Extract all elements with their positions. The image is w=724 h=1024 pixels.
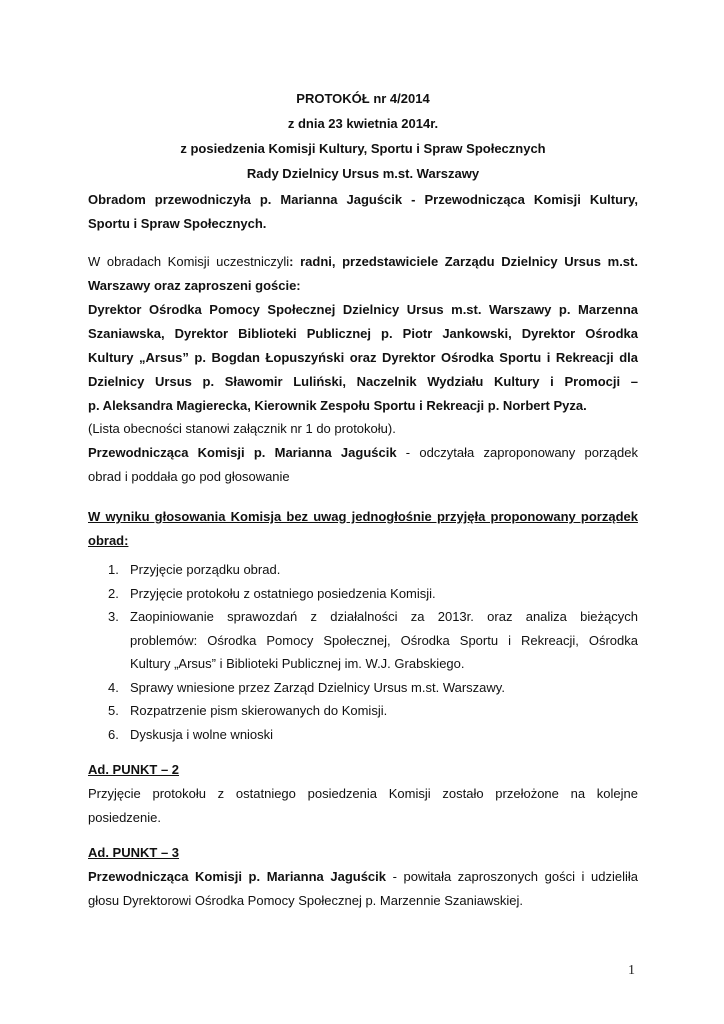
page-number: 1	[628, 963, 635, 978]
agenda-item-number: 3.	[108, 609, 119, 624]
agenda-item-text: Przyjęcie protokołu z ostatniego posiedzenia Komisji.	[130, 585, 436, 601]
chair-line-1: Obradom przewodniczyła p. Marianna Jaguścik - Przewodnicząca Komisji Kultury,	[88, 192, 638, 207]
punkt-3-heading: Ad. PUNKT – 3	[88, 845, 180, 860]
agenda-item-text: Dyskusja i wolne wnioski	[130, 726, 274, 742]
participants-intro-bold: : radni, przedstawiciele Zarządu Dzielnicy Ursus m.st.	[289, 254, 638, 269]
participants-line-6: Dzielnicy Ursus p. Sławomir Luliński, Naczelnik Wydziału Kultury i Promocji –	[88, 374, 638, 389]
protocol-title	[88, 86, 638, 186]
agenda-intro-line-1	[88, 441, 638, 465]
list-item	[88, 676, 638, 700]
agenda-item-number: 1.	[108, 562, 119, 577]
title-line-2: z dnia 23 kwietnia 2014r.	[287, 116, 439, 131]
participants-line-2: Warszawy oraz zaproszeni goście:	[88, 278, 301, 293]
agenda-intro-line-2: obrad i poddała go pod głosowanie	[88, 469, 290, 484]
agenda-item-text: Kultury „Arsus” i Biblioteki Publicznej im. W.J. Grabskiego.	[130, 656, 465, 671]
agenda-item-text: problemów: Ośrodka Pomocy Społecznej, Ośrodka Sportu i Rekreacji, Ośrodka	[130, 632, 638, 648]
vote-line-2: obrad:	[88, 533, 129, 548]
agenda-intro-paragraph	[88, 441, 638, 489]
punkt-3-line-1	[88, 865, 638, 889]
agenda-item-number: 2.	[108, 585, 119, 601]
title-line-1: PROTOKÓŁ nr 4/2014	[296, 91, 430, 106]
agenda-item-number: 4.	[108, 679, 119, 695]
agenda-intro-chair: Przewodnicząca Komisji p. Marianna Jaguścik	[88, 445, 397, 460]
participants-line-5: Kultury „Arsus” p. Bogdan Łopuszyński oraz Dyrektor Ośrodka Sportu i Rekreacji dla	[88, 350, 638, 365]
participants-line-7: p. Aleksandra Magierecka, Kierownik Zespołu Sportu i Rekreacji p. Norbert Pyza.	[88, 398, 587, 413]
vote-line-1: W wyniku głosowania Komisja bez uwag jednogłośnie przyjęła proponowany porządek	[88, 509, 638, 524]
chair-line-2: Sportu i Spraw Społecznych.	[88, 216, 267, 231]
punkt-3-chair: Przewodnicząca Komisji p. Marianna Jaguścik	[88, 869, 387, 884]
agenda-list	[88, 558, 638, 746]
agenda-item-number: 5.	[108, 703, 119, 718]
list-item	[88, 699, 638, 723]
agenda-item-text: Przyjęcie porządku obrad.	[130, 562, 281, 577]
punkt-3-rest: - powitała zaproszonych gości i udzieliła	[386, 869, 638, 884]
list-item	[88, 582, 638, 606]
punkt-2-line-2: posiedzenie.	[88, 810, 161, 825]
punkt-3-section	[88, 841, 638, 913]
participants-paragraph	[88, 250, 638, 440]
title-line-4: Rady Dzielnicy Ursus m.st. Warszawy	[246, 166, 480, 181]
agenda-item-text: Sprawy wniesione przez Zarząd Dzielnicy Ursus m.st. Warszawy.	[130, 679, 505, 695]
participants-line-4: Szaniawska, Dyrektor Biblioteki Publicznej p. Piotr Jankowski, Dyrektor Ośrodka	[88, 326, 638, 341]
list-item	[88, 558, 638, 582]
agenda-item-text: Zaopiniowanie sprawozdań z działalności za 2013r. oraz analiza bieżących	[130, 609, 638, 624]
agenda-item-text: Rozpatrzenie pism skierowanych do Komisji.	[130, 703, 388, 718]
punkt-2-heading: Ad. PUNKT – 2	[88, 762, 180, 777]
list-item	[88, 723, 638, 747]
chair-paragraph	[88, 188, 638, 236]
document-page	[88, 0, 638, 1024]
punkt-2-line-1: Przyjęcie protokołu z ostatniego posiedzenia Komisji zostało przełożone na kolejne	[88, 786, 638, 801]
vote-result	[88, 505, 638, 553]
participants-line-1	[88, 250, 638, 274]
agenda-item-number: 6.	[108, 726, 119, 742]
punkt-3-line-2: głosu Dyrektorowi Ośrodka Pomocy Społecznej p. Marzennie Szaniawskiej.	[88, 893, 523, 908]
participants-line-3: Dyrektor Ośrodka Pomocy Społecznej Dzielnicy Ursus m.st. Warszawy p. Marzenna	[88, 302, 638, 317]
list-item	[88, 605, 638, 676]
participants-intro: W obradach Komisji uczestniczyli	[88, 254, 290, 269]
agenda-intro-rest: - odczytała zaproponowany porządek	[396, 445, 638, 460]
title-line-3: z posiedzenia Komisji Kultury, Sportu i Spraw Społecznych	[180, 141, 546, 156]
attendance-note: (Lista obecności stanowi załącznik nr 1 do protokołu).	[88, 421, 396, 436]
punkt-2-section	[88, 758, 638, 830]
